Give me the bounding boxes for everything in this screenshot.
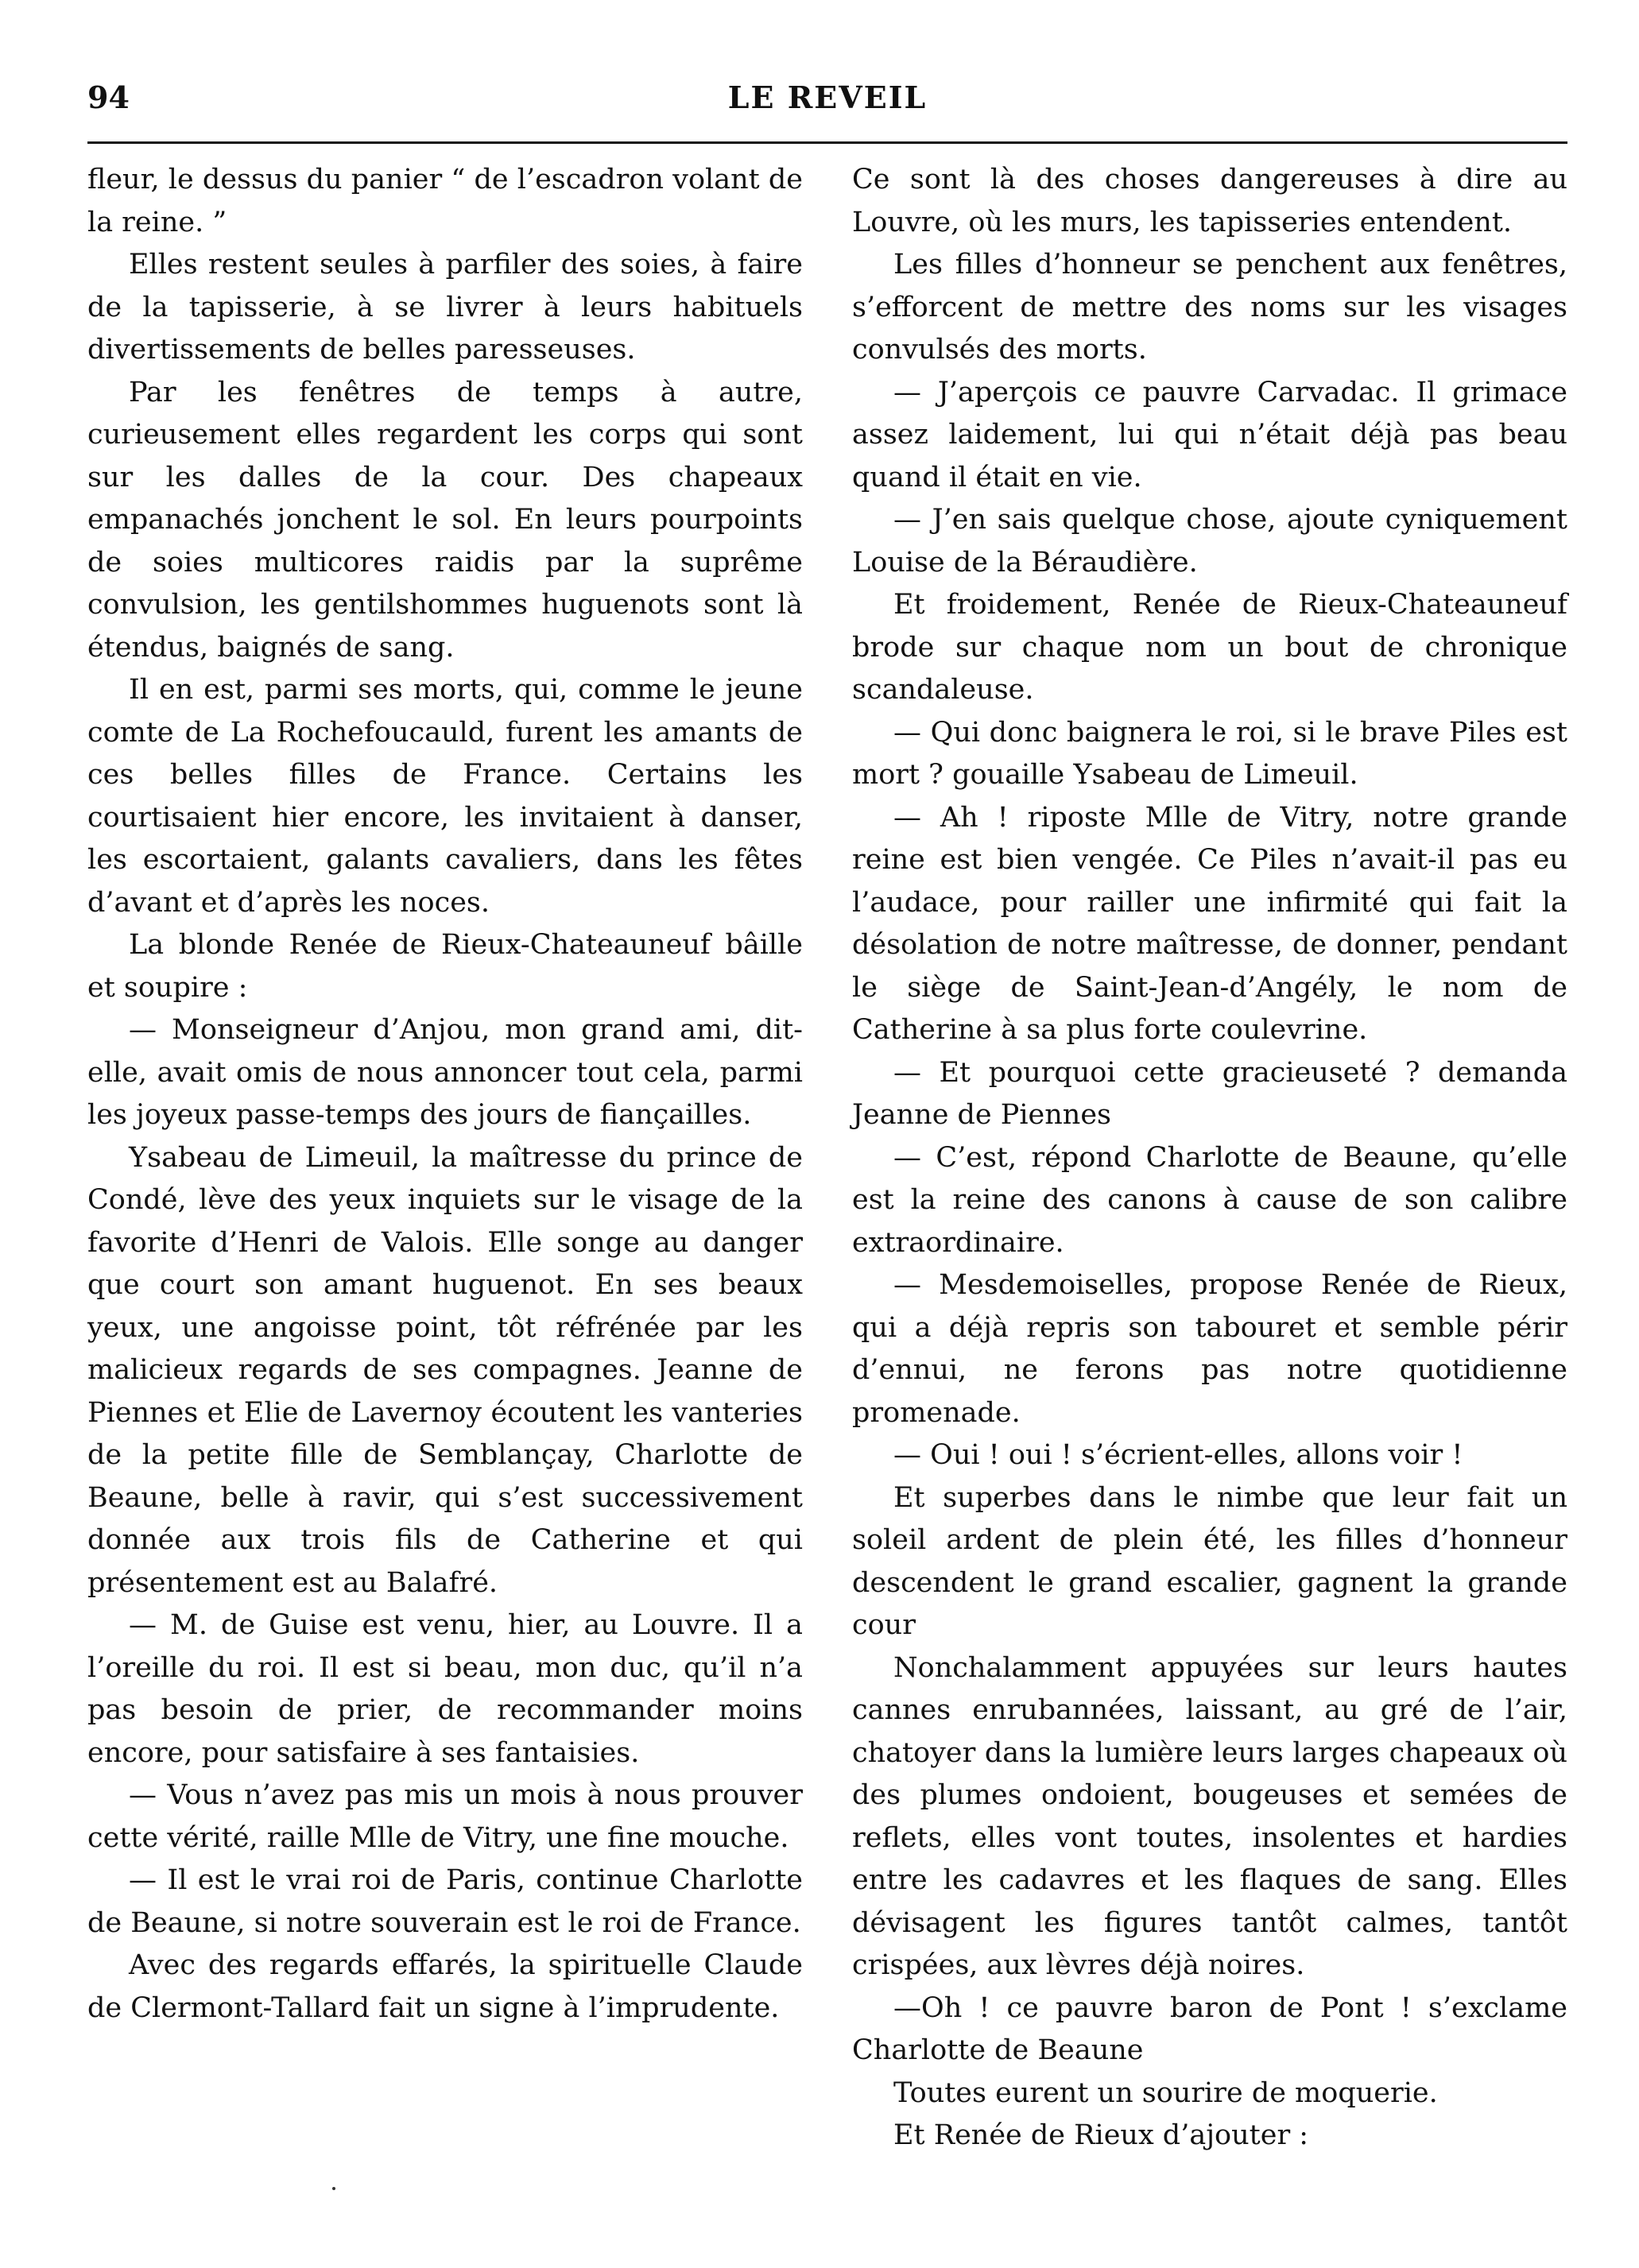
paragraph: Et superbes dans le nimbe que leur fait un soleil ardent de plein été, les filles d’honneur descendent le grand escalier, gagnent la grande cour bbox=[852, 1481, 1567, 1641]
dialogue-paragraph: — Vous n’avez pas mis un mois à nous prouver cette vérité, raille Mlle de Vitry, une fine mouche. bbox=[87, 1779, 803, 1854]
dialogue-paragraph: — Ah ! riposte Mlle de Vitry, notre grande reine est bien vengée. Ce Piles n’avait-il pas eu l’audace, pour railler une infirmité qui fait la désolation de notre maîtresse, de donner, pendant le siège de Saint-Jean-d’Angély, le nom de Catherine à sa plus forte coulevrine. bbox=[852, 801, 1567, 1046]
dialogue-paragraph: — J’aperçois ce pauvre Carvadac. Il grimace assez laidement, lui qui n’était déjà pas beau quand il était en vie. bbox=[852, 376, 1567, 493]
page-number: 94 bbox=[87, 79, 130, 115]
dialogue-paragraph: — C’est, répond Charlotte de Beaune, qu’elle est la reine des canons à cause de son calibre extraordinaire. bbox=[852, 1141, 1567, 1259]
page-header bbox=[87, 79, 1567, 127]
paragraph: Et froidement, Renée de Rieux-Chateauneuf brode sur chaque nom un bout de chronique scandaleuse. bbox=[852, 589, 1567, 706]
paragraph: Par les fenêtres de temps à autre, curieusement elles regardent les corps qui sont sur les dalles de la cour. Des chapeaux empanachés jonchent le sol. En leurs pourpoints de soies multicores raidis par la suprême convulsion, les gentilshommes huguenots sont là étendus, baignés de sang. bbox=[87, 376, 803, 664]
dialogue-paragraph: — Mesdemoiselles, propose Renée de Rieux, qui a déjà repris son tabouret et semble périr d’ennui, ne ferons pas notre quotidienne promenade. bbox=[852, 1269, 1567, 1429]
dialogue-paragraph: — Il est le vrai roi de Paris, continue Charlotte de Beaune, si notre souverain est le roi de France. bbox=[87, 1864, 803, 1939]
paragraph: fleur, le dessus du panier “ de l’escadron volant de la reine. ” bbox=[87, 164, 803, 238]
dialogue-paragraph: — Oui ! oui ! s’écrient-elles, allons voir ! bbox=[893, 1439, 1463, 1471]
header-rule bbox=[87, 141, 1567, 144]
right-column bbox=[852, 159, 1567, 2158]
dialogue-paragraph: — J’en sais quelque chose, ajoute cyniquement Louise de la Béraudière. bbox=[852, 504, 1567, 579]
print-speck bbox=[332, 2187, 335, 2190]
paragraph: Les filles d’honneur se penchent aux fenêtres, s’efforcent de mettre des noms sur les visages convulsés des morts. bbox=[852, 249, 1567, 366]
paragraph: Elles restent seules à parfiler des soies, à faire de la tapisserie, à se livrer à leurs habituels divertissements de belles paresseuses. bbox=[87, 249, 803, 366]
paragraph: Nonchalamment appuyées sur leurs hautes cannes enrubannées, laissant, au gré de l’air, chatoyer dans la lumière leurs larges chapeaux où des plumes ondoient, bougeuses et semées de reflets, elles vont toutes, insolentes et hardies entre les cadavres et les flaques de sang. Elles dévisagent les figures tantôt calmes, tantôt crispées, aux lèvres déjà noires. bbox=[852, 1651, 1567, 1981]
paragraph: Et Renée de Rieux d’ajouter : bbox=[893, 2119, 1309, 2151]
dialogue-paragraph: — Et pourquoi cette gracieuseté ? demanda Jeanne de Piennes bbox=[852, 1056, 1567, 1131]
paragraph: La blonde Renée de Rieux-Chateauneuf bâille et soupire : bbox=[87, 929, 803, 1004]
paragraph: Avec des regards effarés, la spirituelle Claude de Clermont-Tallard fait un signe à l’imprudente. bbox=[87, 1949, 803, 2024]
paragraph: Ce sont là des choses dangereuses à dire au Louvre, où les murs, les tapisseries entendent. bbox=[852, 164, 1567, 238]
paragraph: Ysabeau de Limeuil, la maîtresse du prince de Condé, lève des yeux inquiets sur le visage de la favorite d’Henri de Valois. Elle songe au danger que court son amant huguenot. En ses beaux yeux, une angoisse point, tôt réfrénée par les malicieux regards de ses compagnes. Jeanne de Piennes et Elie de Lavernoy écoutent les vanteries de la petite fille de Semblançay, Charlotte de Beaune, belle à ravir, qui s’est successivement donnée aux trois fils de Catherine et qui présentement est au Balafré. bbox=[87, 1141, 803, 1599]
running-title: LE REVEIL bbox=[727, 79, 928, 115]
dialogue-paragraph: — Monseigneur d’Anjou, mon grand ami, dit-elle, avait omis de nous annoncer tout cela, parmi les joyeux passe-temps des jours de fiançailles. bbox=[87, 1014, 803, 1131]
dialogue-paragraph: — Qui donc baignera le roi, si le brave Piles est mort ? gouaille Ysabeau de Limeuil. bbox=[852, 716, 1567, 791]
dialogue-paragraph: — M. de Guise est venu, hier, au Louvre. Il a l’oreille du roi. Il est si beau, mon duc, qu’il n’a pas besoin de prier, de recommander moins encore, pour satisfaire à ses fantaisies. bbox=[87, 1609, 803, 1769]
left-column bbox=[87, 159, 803, 2030]
paragraph: Il en est, parmi ses morts, qui, comme le jeune comte de La Rochefoucauld, furent les amants de ces belles filles de France. Certains les courtisaient hier encore, les invitaient à danser, les escortaient, galants cavaliers, dans les fêtes d’avant et d’après les noces. bbox=[87, 674, 803, 919]
dialogue-paragraph: —Oh ! ce pauvre baron de Pont ! s’exclame Charlotte de Beaune bbox=[852, 1991, 1567, 2066]
paragraph: Toutes eurent un sourire de moquerie. bbox=[893, 2076, 1438, 2109]
